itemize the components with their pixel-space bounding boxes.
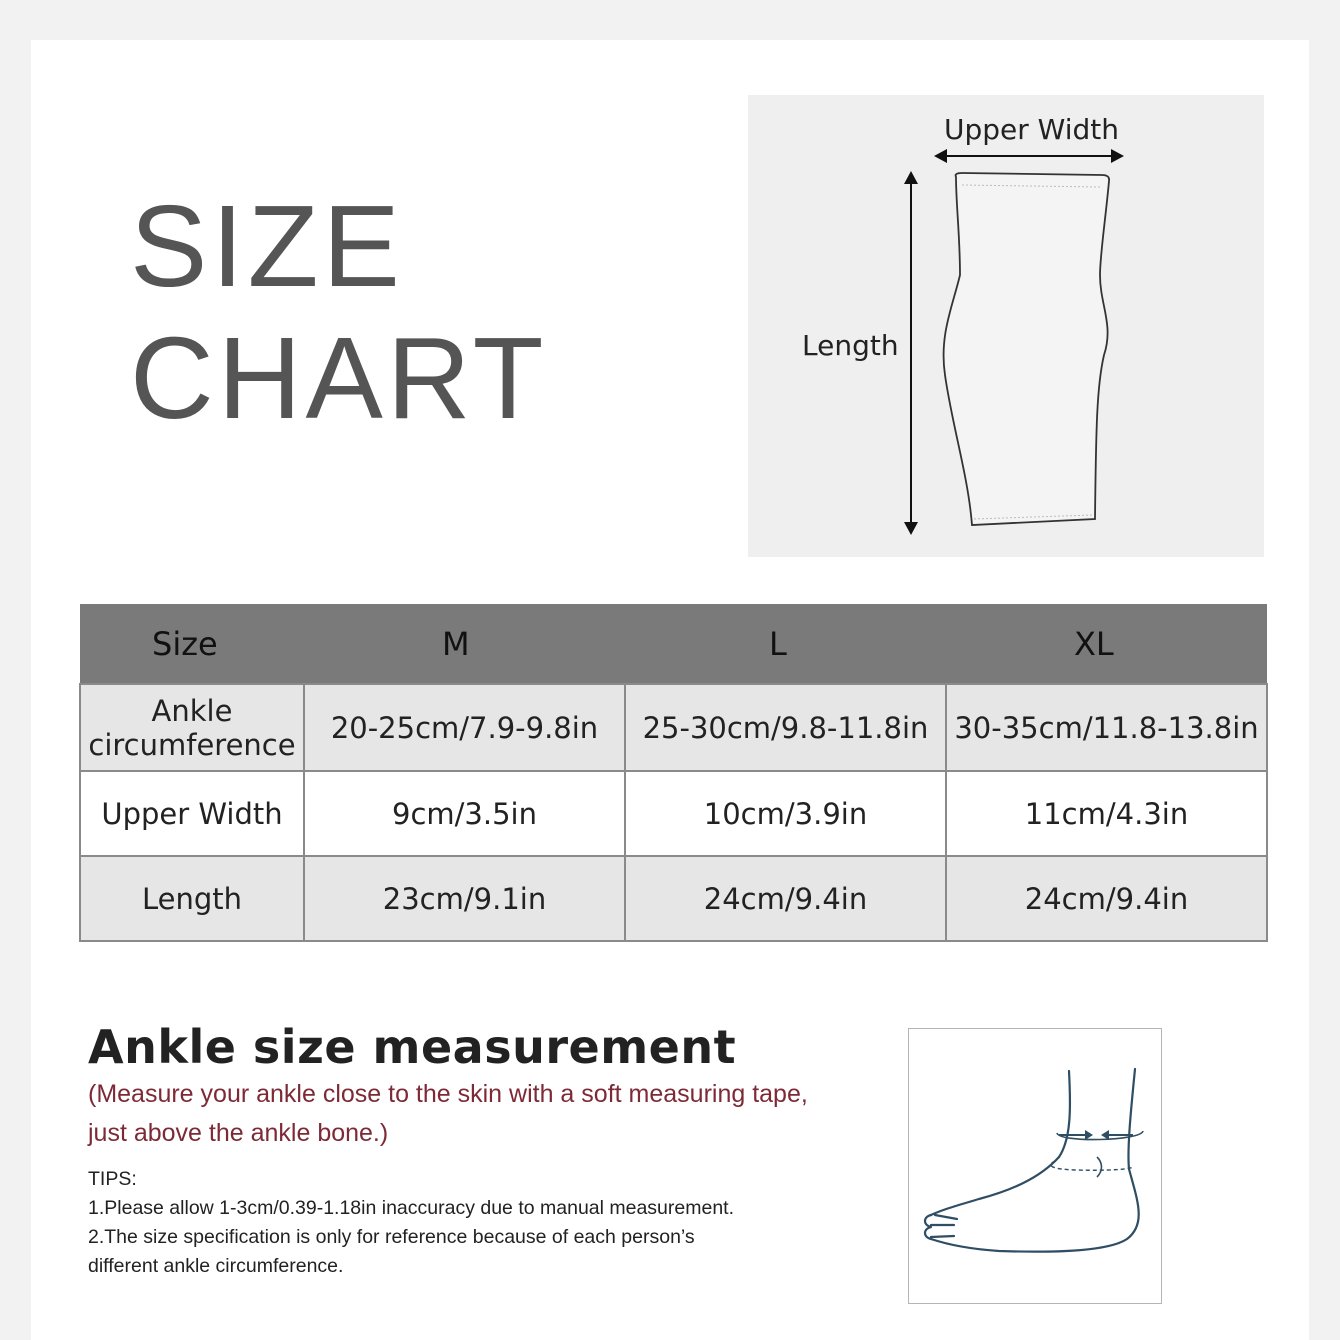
table-cell: 11cm/4.3in	[946, 771, 1267, 856]
header-l: L	[625, 604, 946, 684]
measurement-note-line1: (Measure your ankle close to the skin with a soft measuring tape,	[88, 1080, 808, 1108]
title-size: SIZE	[130, 181, 404, 311]
table-cell: 10cm/3.9in	[625, 771, 946, 856]
tip-2-line2: different ankle circumference.	[88, 1255, 344, 1277]
measurement-heading: Ankle size measurement	[88, 1020, 737, 1074]
table-cell: 20-25cm/7.9-9.8in	[304, 684, 625, 771]
ankle-measure-illustration	[909, 1029, 1161, 1303]
measurement-note-line2: just above the ankle bone.)	[88, 1119, 389, 1147]
table-cell: 23cm/9.1in	[304, 856, 625, 941]
table-cell: 9cm/3.5in	[304, 771, 625, 856]
row-label-ankle-circumference	[80, 684, 304, 771]
header-size: Size	[80, 604, 304, 684]
table-cell: 25-30cm/9.8-11.8in	[625, 684, 946, 771]
length-label: Length	[802, 329, 899, 362]
header-m: M	[304, 604, 625, 684]
sleeve-diagram	[748, 95, 1264, 557]
table-row	[80, 856, 1267, 941]
table-header-row	[80, 604, 1267, 684]
upper-width-label: Upper Width	[944, 113, 1120, 146]
tips-label: TIPS:	[88, 1168, 137, 1190]
row-label-line: Ankle	[151, 693, 233, 728]
header-xl: XL	[946, 604, 1267, 684]
table-cell: 24cm/9.4in	[946, 856, 1267, 941]
table-row	[80, 684, 1267, 771]
row-label-length: Length	[80, 856, 304, 941]
table-row	[80, 771, 1267, 856]
ankle-illustration-frame	[908, 1028, 1162, 1304]
knee-sleeve-illustration	[748, 95, 1264, 557]
tip-1: 1.Please allow 1-3cm/0.39-1.18in inaccuracy due to manual measurement.	[88, 1197, 735, 1219]
tip-2-line1: 2.The size specification is only for reference because of each person’s	[88, 1226, 695, 1248]
size-table	[79, 604, 1268, 942]
row-label-line: circumference	[88, 727, 296, 762]
table-cell: 30-35cm/11.8-13.8in	[946, 684, 1267, 771]
row-label-upper-width: Upper Width	[80, 771, 304, 856]
title-chart: CHART	[130, 313, 548, 443]
table-cell: 24cm/9.4in	[625, 856, 946, 941]
